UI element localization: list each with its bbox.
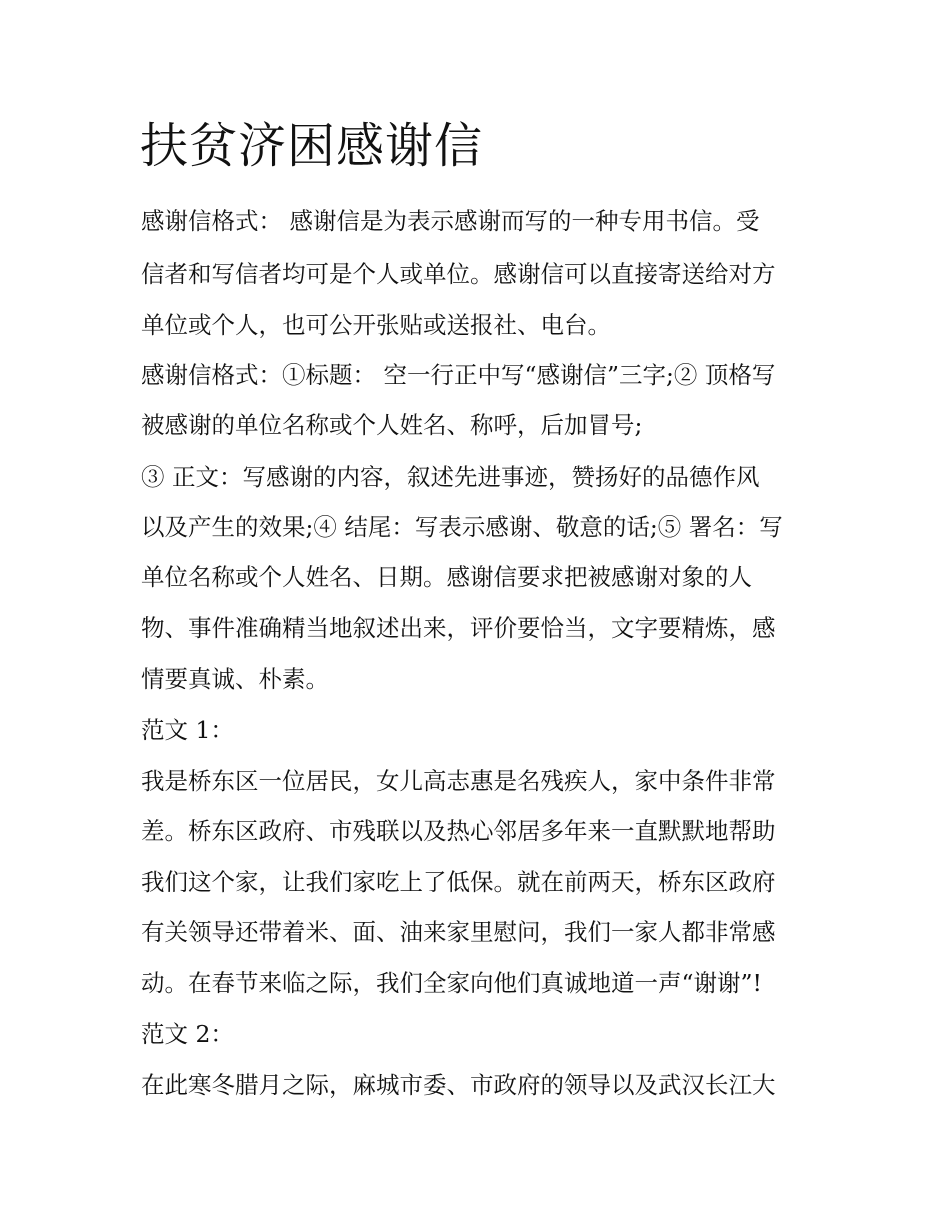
section-heading: 范文 1： (141, 716, 234, 744)
page-title: 扶贫济困感谢信 (140, 118, 484, 174)
text-line: 以及产生的效果;④ 结尾：写表示感谢、敬意的话;⑤ 署名：写 (141, 513, 783, 541)
text-line: 感谢信格式：①标题： 空一行正中写“感谢信”三字;② 顶格写 (141, 361, 776, 389)
text-line: 被感谢的单位名称或个人姓名、称呼，后加冒号; (141, 411, 643, 439)
text-line: 动。在春节来临之际，我们全家向他们真诚地道一声“谢谢”! (141, 969, 762, 997)
section-heading: 范文 2： (141, 1020, 234, 1048)
text-line: 单位或个人，也可公开张贴或送报社、电台。 (141, 311, 611, 339)
text-line: ③ 正文：写感谢的内容，叙述先进事迹，赞扬好的品德作风 (141, 463, 760, 491)
text-line: 差。桥东区政府、市残联以及热心邻居多年来一直默默地帮助 (141, 817, 776, 845)
text-line: 在此寒冬腊月之际，麻城市委、市政府的领导以及武汉长江大 (141, 1071, 776, 1099)
text-line: 有关领导还带着米、面、油来家里慰问，我们一家人都非常感 (141, 918, 776, 946)
text-line: 情要真诚、朴素。 (141, 665, 329, 693)
text-line: 物、事件准确精当地叙述出来，评价要恰当，文字要精炼，感 (141, 614, 776, 642)
text-line: 感谢信格式： 感谢信是为表示感谢而写的一种专用书信。受 (141, 207, 760, 235)
text-line: 我们这个家，让我们家吃上了低保。就在前两天，桥东区政府 (141, 868, 776, 896)
text-line: 信者和写信者均可是个人或单位。感谢信可以直接寄送给对方 (141, 260, 776, 288)
text-line: 单位名称或个人姓名、日期。感谢信要求把被感谢对象的人 (141, 563, 752, 591)
text-line: 我是桥东区一位居民，女儿高志惠是名残疾人，家中条件非常 (141, 767, 776, 795)
